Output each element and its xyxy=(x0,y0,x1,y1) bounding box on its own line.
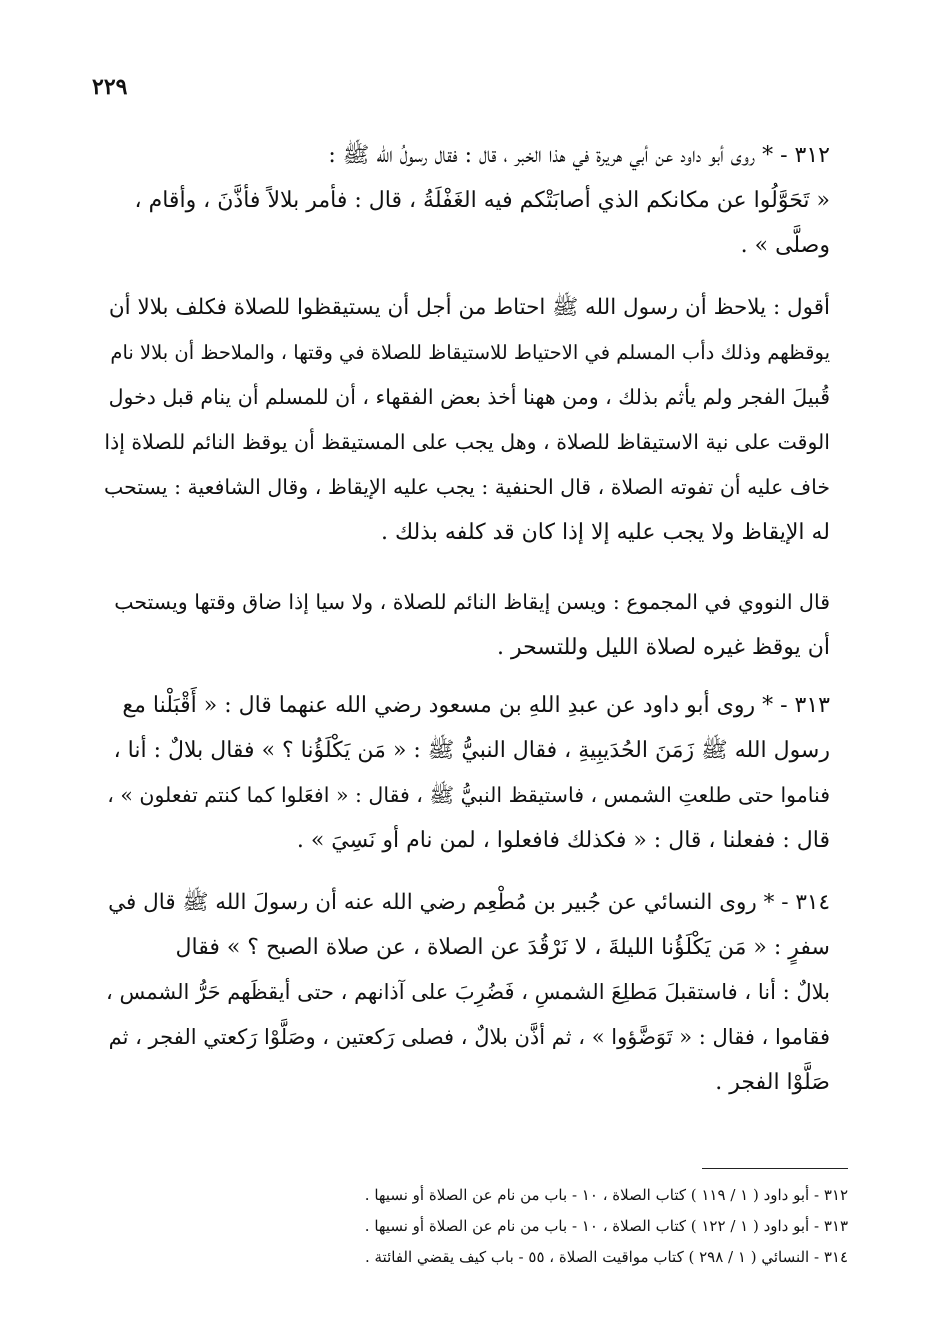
footnote-313: ٣١٣ - أبو داود ( ١ / ١٢٢ ) كتاب الصلاة ، ١٠ - باب من نام عن الصلاة أو نسيها . xyxy=(364,1217,848,1235)
nawawi-quote xyxy=(100,580,830,670)
text-line: بلالٌ : أنا ، فاستقبلَ مَطلِعَ الشمسِ ، فَضُرِبَ على آذانهم ، حتى أيقظَهم حَرُّ الشمس ، xyxy=(106,980,830,1004)
text-line: قُبيلَ الفجر ولم يأثم بذلك ، ومن ههنا أخذ بعض الفقهاء ، أن للمسلم أن ينام قبل دخول xyxy=(108,385,830,409)
text-line: ٣١٢ - * روى أبو داود عن أبي هريرة في هذا الخبر ، قال : فقال رسولُ الله ﷺ : xyxy=(328,143,830,168)
hadith-314 xyxy=(100,880,830,1105)
text-line: فقاموا ، فقال : « تَوَضَّؤوا » ، ثم أذَّن بلالٌ ، فصلى رَكعتين ، وصَلَّوْا رَكعتي الفجر ، ثم xyxy=(108,1025,830,1049)
text-line: فناموا حتى طلعتِ الشمس ، فاستيقظ النبيُّ ﷺ ، فقال : « افعَلوا كما كنتم تفعلون » ، xyxy=(107,783,830,807)
text-line: خاف عليه أن تفوته الصلاة ، قال الحنفية : يجب عليه الإيقاظ ، وقال الشافعية : يستحب xyxy=(104,475,830,499)
text-line: قال : ففعلنا ، قال : « فكذلك فافعلوا ، لمن نام أو نَسِيَ » . xyxy=(296,828,830,853)
text-line: له الإيقاظ ولا يجب عليه إلا إذا كان قد كلفه بذلك . xyxy=(381,520,830,545)
text-line: أن يوقظ غيره لصلاة الليل وللتسحر . xyxy=(497,635,830,660)
text-line: أقول : يلاحظ أن رسول الله ﷺ احتاط من أجل أن يستيقظوا للصلاة فكلف بلالا أن xyxy=(108,295,830,320)
page-number: ٢٢٩ xyxy=(92,74,128,100)
text-line: ٣١٤ - * روى النسائي عن جُبير بن مُطْعِم رضي الله عنه أن رسولَ الله ﷺ قال في xyxy=(108,890,830,915)
text-line: وصلَّى » . xyxy=(740,233,830,258)
text-line: الوقت على نية الاستيقاظ للصلاة ، وهل يجب على المستيقظ أن يوقظ النائم للصلاة إذا xyxy=(104,430,830,454)
footnotes xyxy=(200,1180,848,1273)
footnote-314: ٣١٤ - النسائي ( ١ / ٢٩٨ ) كتاب مواقيت الصلاة ، ٥٥ - باب كيف يقضي الفائتة . xyxy=(364,1248,848,1266)
footnote-312: ٣١٢ - أبو داود ( ١ / ١١٩ ) كتاب الصلاة ، ١٠ - باب من نام عن الصلاة أو نسيها . xyxy=(364,1186,848,1204)
hadith-313 xyxy=(100,683,830,863)
hadith-312 xyxy=(100,133,830,268)
text-line: ٣١٣ - * روى أبو داود عن عبدِ اللهِ بن مسعود رضي الله عنهما قال : « أَقْبَلْنا مع xyxy=(122,693,830,718)
text-line: يوقظهم وذلك دأب المسلم في الاحتياط للاستيقاظ للصلاة في وقتها ، والملاحظ أن بلالا نام xyxy=(110,341,830,364)
commentary-aqul xyxy=(100,285,830,555)
text-line: رسول الله ﷺ زَمَنَ الحُدَيبِيةِ ، فقال النبيُّ ﷺ : « مَن يَكْلَؤُنا ؟ » فقال بلالٌ : أنا ، xyxy=(113,738,830,763)
text-line: قال النووي في المجموع : ويسن إيقاظ النائم للصلاة ، ولا سيا إذا ضاق وقتها ويستحب xyxy=(114,590,830,614)
text-line: صَلَّوْا الفجر . xyxy=(715,1070,830,1095)
footnote-divider xyxy=(702,1168,848,1169)
text-line: سفرٍ : « مَن يَكْلَؤُنا الليلةَ ، لا نَرْقُدَ عن الصلاة ، عن صلاة الصبح ؟ » فقال xyxy=(175,935,830,960)
text-line: « تَحَوَّلُوا عن مكانكم الذي أصابَتْكم فيه الغَفْلَةُ ، قال : فأمر بلالاً فأذَّنَ ، وأقام ، xyxy=(134,188,830,213)
